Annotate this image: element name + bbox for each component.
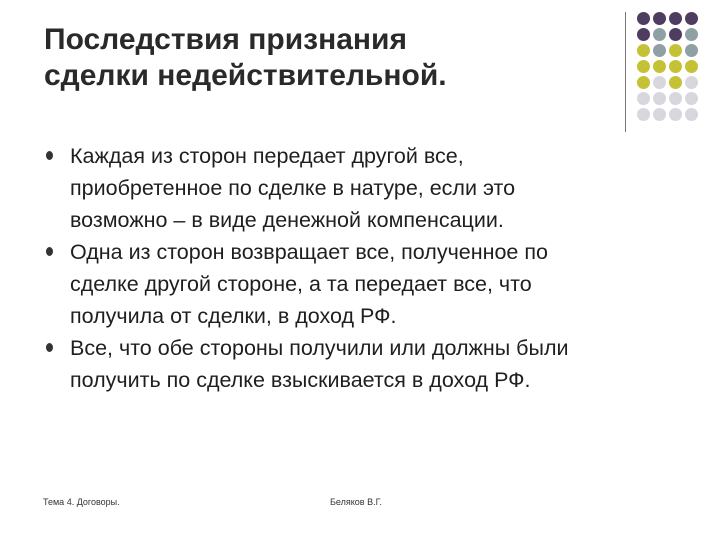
decorative-dot-grid	[637, 12, 698, 121]
bullet-text-line: Одна из сторон возвращает все, полученное по	[70, 240, 548, 264]
decorative-dot	[653, 60, 666, 73]
bullet-dot-icon	[46, 151, 53, 160]
bullet-text-line: приобретенное по сделке в натуре, если это	[70, 176, 516, 200]
decorative-dot	[685, 92, 698, 105]
decorative-dot	[637, 12, 650, 25]
decorative-dot	[669, 12, 682, 25]
decorative-dot	[685, 76, 698, 89]
bullet-item	[42, 236, 682, 332]
decorative-dot	[669, 108, 682, 121]
decorative-dot	[653, 108, 666, 121]
decorative-dot	[653, 28, 666, 41]
bullet-text-line: сделке другой стороне, а та передает все, что	[70, 272, 532, 296]
title-line-1: Последствия признания	[44, 23, 407, 56]
decorative-dot	[669, 28, 682, 41]
decorative-dot	[669, 92, 682, 105]
decorative-dot	[653, 76, 666, 89]
bullet-dot-icon	[46, 343, 53, 352]
decorative-dot	[637, 76, 650, 89]
decorative-dot	[637, 60, 650, 73]
bullet-text-line: получить по сделке взыскивается в доход РФ.	[70, 368, 531, 392]
decorative-dot	[653, 44, 666, 57]
decorative-dot	[685, 28, 698, 41]
decorative-dot	[637, 108, 650, 121]
bullet-text-line: получила от сделки, в доход РФ.	[70, 304, 397, 328]
bullet-text-line: возможно – в виде денежной компенсации.	[70, 208, 504, 232]
footer-left-text: Тема 4. Договоры.	[43, 497, 120, 507]
decorative-dot	[669, 76, 682, 89]
slide-title	[44, 22, 604, 94]
decorative-dot	[637, 92, 650, 105]
decorative-dot	[669, 44, 682, 57]
decorative-dot	[685, 44, 698, 57]
decorative-dot	[685, 108, 698, 121]
decorative-dot	[637, 28, 650, 41]
bullet-item	[42, 140, 682, 236]
decorative-dot	[685, 12, 698, 25]
title-line-2: сделки недействительной.	[44, 59, 447, 92]
vertical-divider	[625, 12, 626, 132]
decorative-dot	[685, 60, 698, 73]
bullet-list	[42, 140, 682, 396]
decorative-dot	[669, 60, 682, 73]
decorative-dot	[637, 44, 650, 57]
bullet-text-line: Каждая из сторон передает другой все,	[70, 144, 464, 168]
decorative-dot	[653, 92, 666, 105]
bullet-text-line: Все, что обе стороны получили или должны были	[70, 336, 569, 360]
bullet-dot-icon	[46, 247, 53, 256]
footer-right-text: Беляков В.Г.	[330, 497, 382, 507]
bullet-item	[42, 332, 682, 396]
decorative-dot	[653, 12, 666, 25]
